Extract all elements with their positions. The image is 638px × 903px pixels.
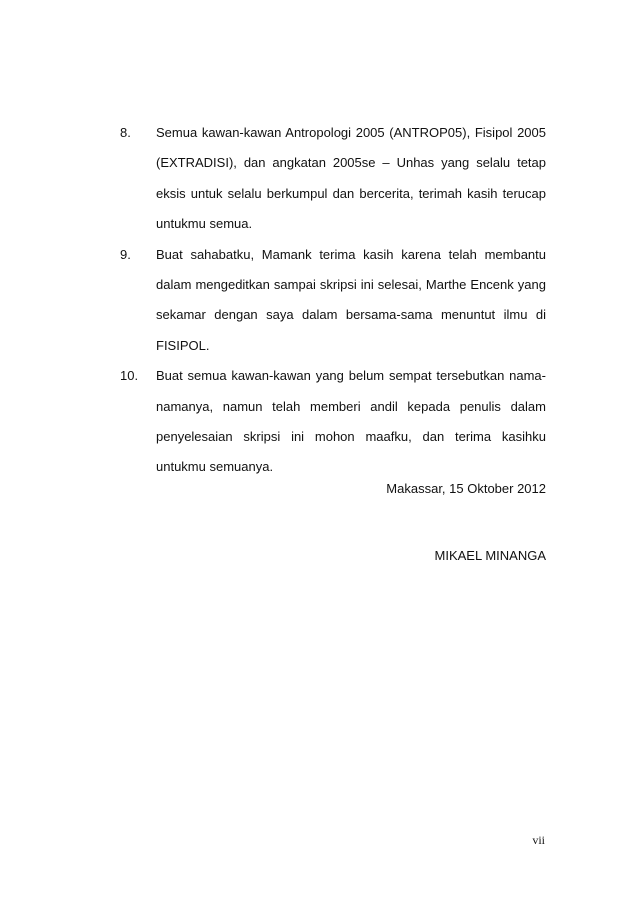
acknowledgement-list: [120, 118, 546, 483]
place-date: Makassar, 15 Oktober 2012: [386, 481, 546, 496]
list-item: [120, 361, 546, 483]
list-item-text: Buat semua kawan-kawan yang belum sempat tersebutkan nama-namanya, namun telah memberi andil kepada penulis dalam penyelesaian skripsi ini mohon maafku, dan terima kasihku untukmu semuanya.: [156, 368, 546, 475]
signer-name: MIKAEL MINANGA: [434, 548, 546, 563]
page-number: vii: [532, 833, 545, 847]
list-item-text: Semua kawan-kawan Antropologi 2005 (ANTROP05), Fisipol 2005 (EXTRADISI), dan angkatan 2005se – Unhas yang selalu tetap eksis untuk selalu berkumpul dan bercerita, terimah kasih terucap untukmu semua.: [156, 125, 546, 232]
list-item: [120, 118, 546, 240]
list-item: [120, 240, 546, 362]
list-item-number: 9.: [120, 246, 131, 262]
list-item-number: 8.: [120, 125, 131, 140]
list-item-text: Buat sahabatku, Mamank terima kasih karena telah membantu dalam mengeditkan sampai skripsi ini selesai, Marthe Encenk yang sekamar dengan saya dalam bersama-sama menuntut ilmu di FISIPOL.: [156, 246, 546, 353]
list-item-number: 10.: [120, 368, 139, 384]
